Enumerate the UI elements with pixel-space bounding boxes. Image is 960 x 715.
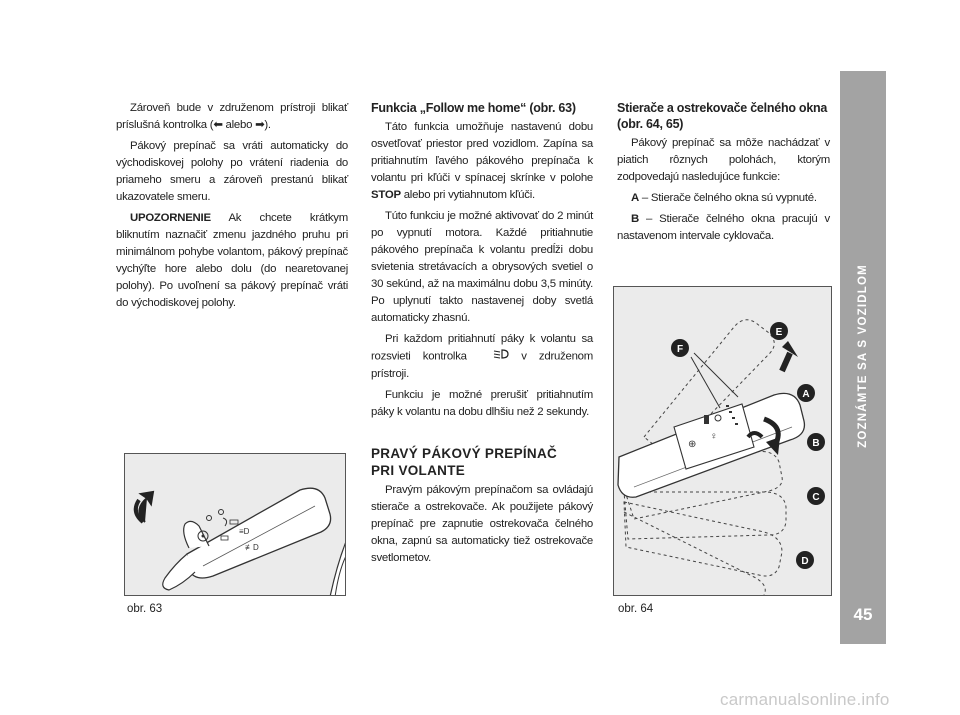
position-label-d: D <box>801 556 809 567</box>
watermark: carmanualsonline.info <box>720 690 890 709</box>
paragraph-right-lever: Pravým pákovým prepínačom sa ovládajú stierače a ostrekovače. Ak použijete pákový prepínač pre zapnutie ostrekovača čelného okna, zapnú sa automaticky tiež ostrekovače svetlometov. <box>371 483 593 564</box>
position-label-b: B <box>812 438 820 449</box>
paragraph-wipers-intro: Pákový prepínač sa môže nachádzať v piatich rôznych polohách, ktorým zodpovedajú nasledujúce funkcie: <box>617 137 830 183</box>
position-label-f: F <box>676 344 684 355</box>
figure-63-left-lever <box>124 453 346 596</box>
paragraph-warning: UPOZORNENIE Ak chcete krátkym bliknutím naznačiť zmenu jazdného pruhu pri minimálnom pohybe volantom, pákový prepínač vychýľte hore alebo dolu (do nearetovanej polohy). Po uvoľnení sa pákový prepínač vráti do východiskovej polohy. <box>116 212 348 309</box>
paragraph-position-a: A – Stierače čelného okna sú vypnuté. <box>631 192 817 204</box>
paragraph-return: Pákový prepínač sa vráti automaticky do východiskovej polohy po vrátení riadenia do priameho smeru a zároveň prestanú blikať ukazovatele smeru. <box>116 140 348 203</box>
warning-label: UPOZORNENIE <box>130 212 211 224</box>
low-beam-icon <box>479 348 509 365</box>
figure-63-caption: obr. 63 <box>127 603 163 615</box>
left-arrow-icon: ⬅ <box>213 119 223 131</box>
section-heading-follow-me-home: Funkcia „Follow me home“ (obr. 63) <box>371 101 576 115</box>
left-lever-illustration <box>125 454 346 596</box>
figure-64-right-lever <box>613 286 832 596</box>
svg-text:♀: ♀ <box>710 431 718 442</box>
chapter-sidebar-tab <box>840 71 886 644</box>
column-left <box>116 100 348 316</box>
position-label-e: E <box>775 327 783 338</box>
right-lever-illustration <box>614 287 832 596</box>
page-number: 45 <box>853 605 873 624</box>
svg-text:≡D: ≡D <box>239 527 250 536</box>
column-right <box>617 100 830 249</box>
right-arrow-icon: ➡ <box>255 119 265 131</box>
paragraph-follow-cancel: Funkciu je možné prerušiť pritiahnutím páky k volantu na dobu dlhšiu než 2 sekundy. <box>371 388 593 418</box>
paragraph-position-b: B – Stierače čelného okna pracujú v nastavenom intervale cyklovača. <box>617 213 830 242</box>
position-label-c: C <box>812 492 820 503</box>
section-heading-wipers: Stierače a ostrekovače čelného okna (obr. 64, 65) <box>617 101 828 131</box>
position-label-a: A <box>802 389 810 400</box>
figure-64-caption: obr. 64 <box>618 603 654 615</box>
paragraph-follow-intro: Táto funkcia umožňuje nastavenú dobu osvetľovať priestor pred vozidlom. Zapína sa pritiahnutím ľavého pákového prepínača k volantu pri kľúči v spínacej skrínke v polohe STOP alebo pri vytiahnutom kľúči. <box>371 121 593 201</box>
paragraph-indicator: Zároveň bude v združenom prístroji blikať príslušná kontrolka (⬅ alebo ➡). <box>116 102 348 131</box>
paragraph-follow-lamp: Pri každom pritiahnutí páky k volantu sa rozsvieti kontrolka v združenom prístroji. <box>371 333 594 380</box>
svg-text:≢D: ≢D <box>245 543 259 552</box>
chapter-title: ZOZNÁMTE SA S VOZIDLOM <box>857 264 869 448</box>
svg-text:⊕: ⊕ <box>688 439 697 450</box>
paragraph-follow-duration: Túto funkciu je možné aktivovať do 2 minút po vypnutí motora. Každé pritiahnutie pákového prepínača k volantu predĺži dobu svietenia stretávacích a obrysových svetiel o 30 sekúnd, až na maximálnu dobu 3,5 minúty. Po uplynutí takto nastavenej doby svetlá automaticky zhasnú. <box>371 210 593 324</box>
section-heading-right-lever: PRAVÝ PÁKOVÝ PREPÍNAČ PRI VOLANTE <box>371 445 558 478</box>
column-middle <box>371 100 593 571</box>
